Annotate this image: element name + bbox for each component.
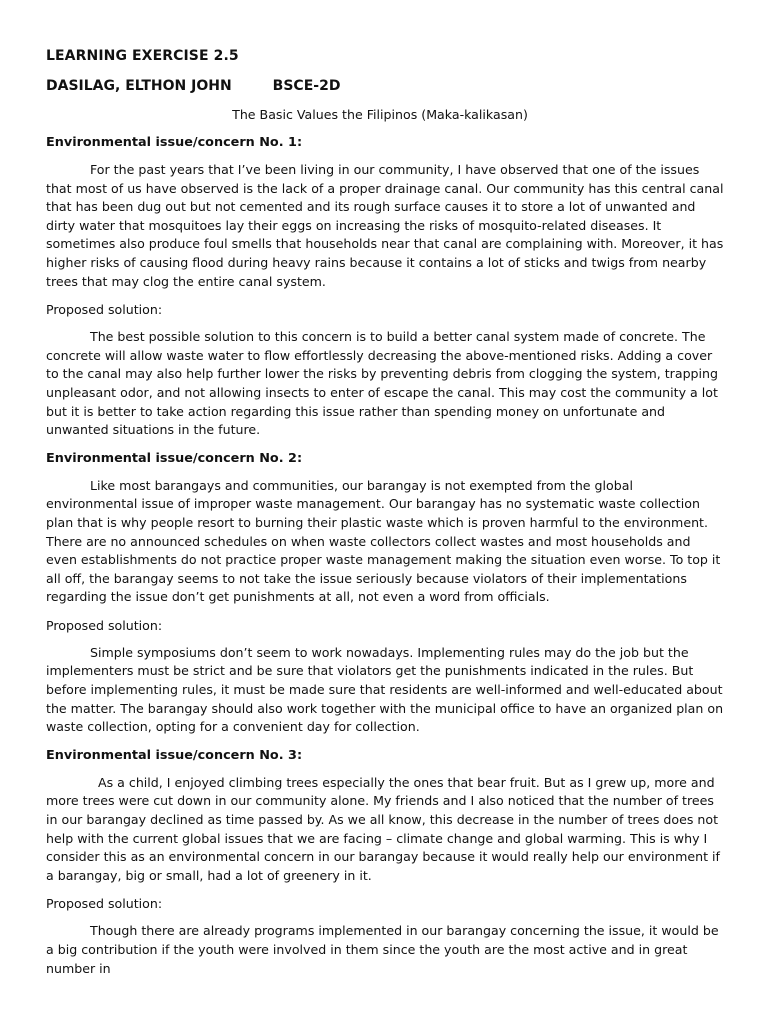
issue-3-heading: Environmental issue/concern No. 3: [46,747,303,763]
issue-2-heading: Environmental issue/concern No. 2: [46,450,303,466]
issue-1-body: For the past years that I’ve been living in our community, I have observed that one of the issues that most of us have observed is the lack of a proper drainage canal. Our community has this central canal that has been dug out but not cemented and its rough surface causes it to store a lot of unwanted and dirty water that mosquitoes lay their eggs on increasing the risks of mosquito-related diseases. It sometimes also produce foul smells that households near that canal are complaining with. Moreover, it has higher risks of causing flood during heavy rains because it contains a lot of sticks and twigs from nearby trees that may clog the entire canal system. [46,162,724,289]
issue-2-solution: Simple symposiums don’t seem to work nowadays. Implementing rules may do the job but the implementers must be strict and be sure that violators get the punishments indicated in the rules. But before implementing rules, it must be made sure that residents are well-informed and well-educated about the matter. The barangay should also work together with the municipal office to have an organized plan on waste collection, opting for a convenient day for collection. [46,644,724,735]
issue-1-solution-label: Proposed solution: [46,302,163,318]
issue-3-body: As a child, I enjoyed climbing trees especially the ones that bear fruit. But as I grew up, more and more trees were cut down in our community alone. My friends and I also noticed that the number of trees in our barangay declined as time passed by. As we all know, this decrease in the number of trees does not help with the current global issues that we are facing – climate change and global warming. This is why I consider this as an environmental concern in our barangay because it would really help our environment if a barangay, big or small, had a lot of greenery in it. [46,774,720,883]
issue-2-body: Like most barangays and communities, our barangay is not exempted from the global environmental issue of improper waste management. Our barangay has no systematic waste collection plan that is why people resort to burning their plastic waste which is proven harmful to the environment. There are no announced schedules on when waste collectors collect wastes and most households and even establishments do not practice proper waste management making the situation even worse. To top it all off, the barangay seems to not take the issue seriously because violators of their implementations regarding the issue don’t get punishments at all, not even a word from officials. [46,477,721,605]
student-name: DASILAG, ELTHON JOHN [46,78,232,94]
document-subtitle: The Basic Values the Filipinos (Maka-kalikasan) [232,107,528,122]
exercise-title: LEARNING EXERCISE 2.5 [46,48,239,64]
issue-2-solution-label: Proposed solution: [46,617,163,633]
course-section: BSCE-2D [272,78,341,94]
student-info-row [46,76,724,96]
issue-1-solution: The best possible solution to this concern is to build a better canal system made of concrete. The concrete will allow waste water to flow effortlessly decreasing the above-mentioned risks. Adding a cover to the canal may also help further lower the risks by preventing debris from clogging the system, trapping unpleasant odor, and not allowing insects to enter of escape the canal. This may cost the community a lot but it is better to take action regarding this issue rather than spending money on unfortunate and unwanted situations in the future. [46,329,719,438]
issue-3-solution: Though there are already programs implemented in our barangay concerning the issue, it would be a big contribution if the youth were involved in them since the youth are the most active and in great number in [46,923,719,976]
issue-1-heading: Environmental issue/concern No. 1: [46,135,303,150]
issue-3-solution-label: Proposed solution: [46,896,163,912]
document-page [46,46,724,978]
